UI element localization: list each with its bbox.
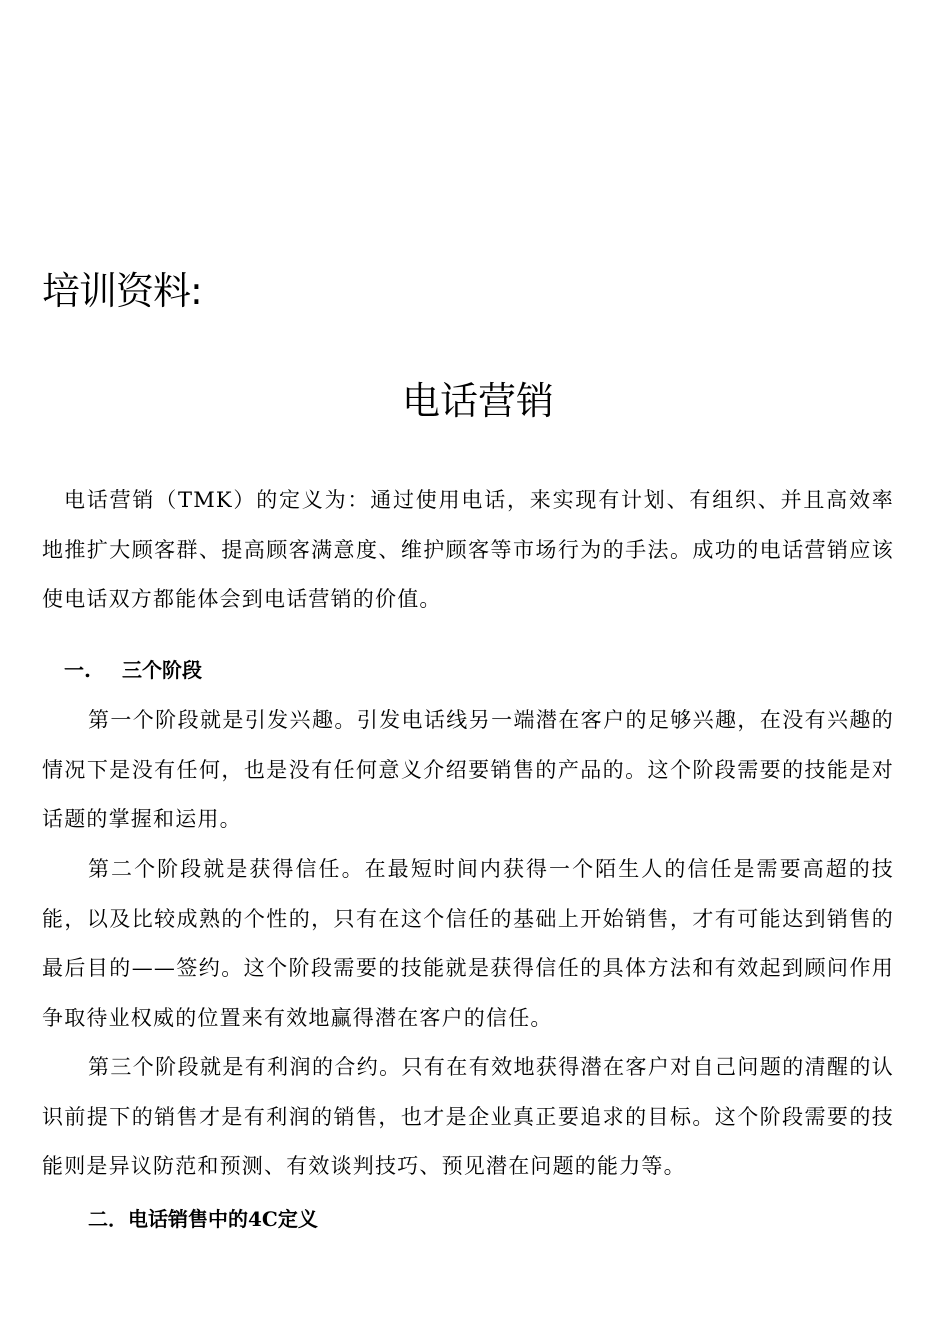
document-title: 电话营销 xyxy=(401,379,554,423)
stage-3-paragraph: 第三个阶段就是有利润的合约。只有在有效地获得潜在客户对自己问题的清醒的认识前提下的销售才是有利润的销售，也才是企业真正要追求的目标。这个阶段需要的技能则是异议防范和预测、有效谈判技巧、预见潜在问题的能力等。 xyxy=(42,1055,894,1179)
section-1-number: 一. xyxy=(64,658,91,682)
intro-paragraph: 电话营销（TMK）的定义为：通过使用电话，来实现有计划、有组织、并且高效率地推扩大顾客群、提高顾客满意度、维护顾客等市场行为的手法。成功的电话营销应该使电话双方都能体会到电话营销的价值。 xyxy=(42,488,894,612)
stage-1-paragraph: 第一个阶段就是引发兴趣。引发电话线另一端潜在客户的足够兴趣，在没有兴趣的情况下是没有任何，也是没有任何意义介绍要销售的产品的。这个阶段需要的技能是对话题的掌握和运用。 xyxy=(42,708,894,832)
section-2-heading: 二．电话销售中的4C定义 xyxy=(88,1207,318,1231)
section-1-title: 三个阶段 xyxy=(122,658,202,682)
document-label: 培训资料: xyxy=(42,269,202,313)
stage-2-paragraph: 第二个阶段就是获得信任。在最短时间内获得一个陌生人的信任是需要高超的技能，以及比较成熟的个性的，只有在这个信任的基础上开始销售，才有可能达到销售的最后目的——签约。这个阶段需要的技能就是获得信任的具体方法和有效起到顾问作用争取待业权威的位置来有效地赢得潜在客户的信任。 xyxy=(42,857,894,1030)
section-1-heading xyxy=(64,653,202,687)
